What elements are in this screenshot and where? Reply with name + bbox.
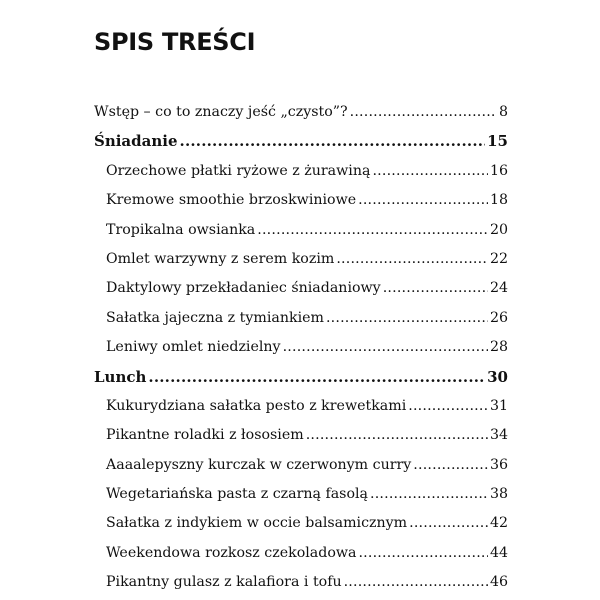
dot-leader	[257, 216, 488, 245]
toc-entry-page: 26	[489, 309, 508, 326]
toc-entry-label: Aaaalepyszny kurczak w czerwonym curry	[106, 456, 412, 473]
toc-entry[interactable]	[94, 568, 508, 597]
toc-entry-label: Leniwy omlet niedzielny	[106, 339, 281, 356]
dot-leader	[326, 304, 488, 333]
toc-entry[interactable]	[94, 274, 508, 303]
toc-entry-page: 31	[489, 397, 508, 414]
dot-leader	[283, 333, 488, 362]
toc-entry-label: Kukurydziana sałatka pesto z krewetkami	[106, 397, 407, 414]
toc-entry[interactable]	[94, 392, 508, 421]
toc-entry-label: Tropikalna owsianka	[106, 221, 256, 238]
toc-entry-page: 16	[489, 162, 508, 179]
toc-entry-label: Omlet warzywny z serem kozim	[106, 250, 335, 267]
toc-entry-page: 42	[489, 515, 508, 532]
toc-entry-page: 30	[487, 367, 508, 386]
toc-entry-label: Wegetariańska pasta z czarną fasolą	[106, 486, 368, 503]
toc-entry[interactable]	[94, 245, 508, 274]
toc-entry-page: 36	[489, 456, 508, 473]
toc-entry-label: Orzechowe płatki ryżowe z żurawiną	[106, 162, 371, 179]
toc-entry[interactable]	[94, 539, 508, 568]
toc-entry-page: 20	[489, 221, 508, 238]
toc-entry-label: Wstęp – co to znaczy jeść „czysto”?	[94, 104, 348, 120]
toc-entry[interactable]	[94, 186, 508, 215]
toc-entry-page: 44	[489, 544, 508, 561]
toc-entry[interactable]	[94, 333, 508, 362]
dot-leader	[358, 186, 488, 215]
toc-entry-label: Daktylowy przekładaniec śniadaniowy	[106, 280, 381, 297]
dot-leader	[350, 98, 497, 127]
toc-entry[interactable]	[94, 509, 508, 538]
toc-entry[interactable]	[94, 480, 508, 509]
toc-entry-label: Pikantne roladki z łososiem	[106, 427, 304, 444]
toc-section-breakfast[interactable]	[94, 127, 508, 156]
toc-entry-page: 8	[498, 104, 508, 120]
toc-entry-page: 34	[489, 427, 508, 444]
toc-entry[interactable]	[94, 421, 508, 450]
toc-entry-label: Sałatka z indykiem w occie balsamicznym	[106, 515, 408, 532]
toc-entry-label: Sałatka jajeczna z tymiankiem	[106, 309, 324, 326]
toc-entry-page: 18	[489, 192, 508, 209]
toc-entry-page: 22	[489, 250, 508, 267]
dot-leader	[383, 274, 488, 303]
dot-leader	[148, 363, 485, 392]
page-title: SPIS TREŚCI	[94, 28, 256, 56]
toc-entry-page: 38	[489, 486, 508, 503]
dot-leader	[336, 245, 488, 274]
dot-leader	[408, 392, 488, 421]
toc-entry-page: 24	[489, 280, 508, 297]
dot-leader	[306, 421, 488, 450]
toc-entry-label: Weekendowa rozkosz czekoladowa	[106, 544, 357, 561]
toc-section-label: Śniadanie	[94, 132, 178, 151]
dot-leader	[372, 157, 488, 186]
toc-entry[interactable]	[94, 304, 508, 333]
table-of-contents	[94, 98, 508, 598]
toc-entry-page: 46	[489, 574, 508, 591]
toc-section-label: Lunch	[94, 367, 147, 386]
toc-entry-page: 15	[487, 132, 508, 151]
toc-entry-page: 28	[489, 339, 508, 356]
toc-entry[interactable]	[94, 216, 508, 245]
dot-leader	[180, 127, 486, 156]
dot-leader	[358, 539, 487, 568]
dot-leader	[409, 509, 488, 538]
dot-leader	[344, 568, 488, 597]
toc-section-lunch[interactable]	[94, 363, 508, 392]
toc-entry[interactable]	[94, 451, 508, 480]
toc-entry-label: Kremowe smoothie brzoskwiniowe	[106, 192, 357, 209]
toc-entry[interactable]	[94, 157, 508, 186]
dot-leader	[370, 480, 488, 509]
toc-entry-intro[interactable]	[94, 98, 508, 127]
dot-leader	[413, 451, 488, 480]
toc-entry-label: Pikantny gulasz z kalafiora i tofu	[106, 574, 342, 591]
